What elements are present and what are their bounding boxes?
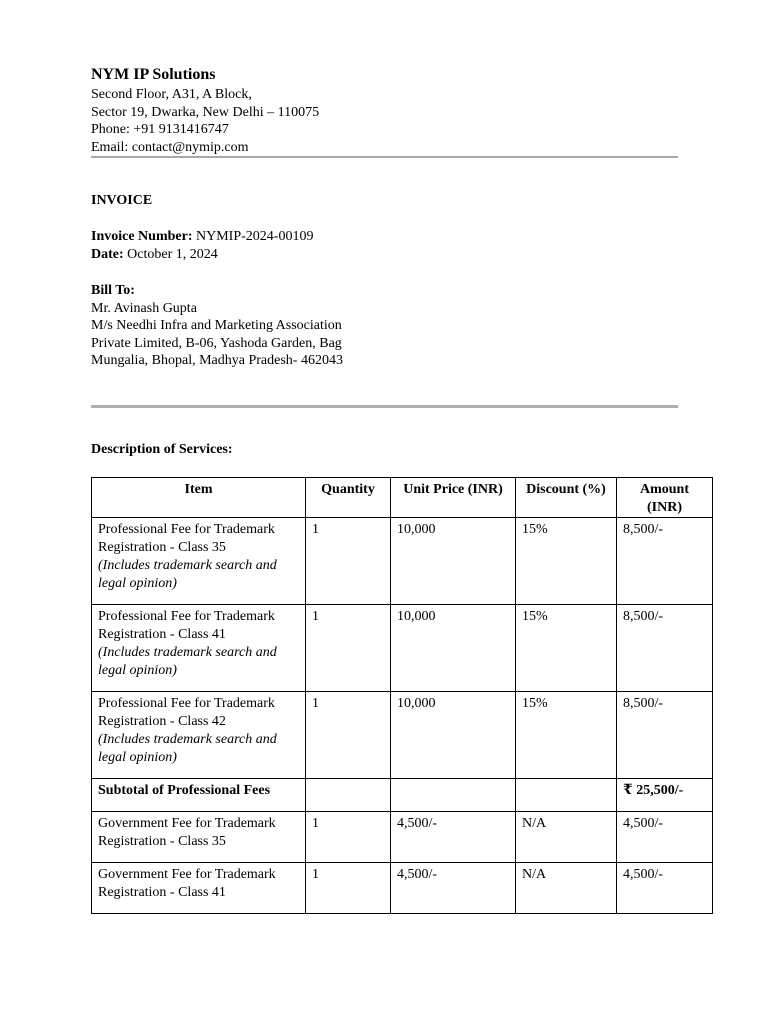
- item-cell: [92, 605, 306, 692]
- empty-cell: [391, 779, 516, 812]
- item-line: Government Fee for Trademark: [98, 867, 276, 882]
- subtotal-label: Subtotal of Professional Fees: [92, 779, 306, 812]
- item-note: (Includes trademark search and legal opinion): [98, 645, 277, 678]
- quantity-cell: 1: [306, 518, 391, 605]
- amount-cell: 4,500/-: [617, 812, 713, 863]
- unit-price-cell: 4,500/-: [391, 812, 516, 863]
- services-table: [91, 477, 713, 914]
- item-line: Government Fee for Trademark: [98, 816, 276, 831]
- table-header-row: [92, 478, 713, 518]
- item-line: Registration - Class 41: [98, 627, 226, 642]
- quantity-cell: 1: [306, 605, 391, 692]
- company-phone: Phone: +91 9131416747: [91, 122, 229, 137]
- bill-to-line: Mungalia, Bhopal, Madhya Pradesh- 462043: [91, 353, 343, 368]
- invoice-meta: [91, 228, 313, 263]
- table-row: [92, 518, 713, 605]
- invoice-number-value: NYMIP-2024-00109: [196, 229, 314, 244]
- address-line-1: Second Floor, A31, A Block,: [91, 87, 252, 102]
- empty-cell: [306, 779, 391, 812]
- item-line: Professional Fee for Trademark: [98, 522, 275, 537]
- bill-to-line: M/s Needhi Infra and Marketing Association: [91, 318, 342, 333]
- bill-to-line: Mr. Avinash Gupta: [91, 300, 197, 316]
- invoice-number-label: Invoice Number:: [91, 229, 193, 244]
- item-line: Registration - Class 35: [98, 834, 226, 849]
- amount-cell: 8,500/-: [617, 692, 713, 779]
- unit-price-cell: 10,000: [391, 518, 516, 605]
- header-divider: [91, 156, 678, 158]
- invoice-date-label: Date:: [91, 246, 124, 262]
- quantity-cell: 1: [306, 692, 391, 779]
- item-line: Professional Fee for Trademark: [98, 696, 275, 711]
- item-line: Registration - Class 42: [98, 714, 226, 729]
- header-unit-price: Unit Price (INR): [391, 478, 516, 518]
- discount-cell: N/A: [516, 812, 617, 863]
- invoice-date-value: October 1, 2024: [127, 246, 218, 262]
- table-row: [92, 605, 713, 692]
- table-row: [92, 863, 713, 914]
- header-quantity: Quantity: [306, 478, 391, 518]
- invoice-title: INVOICE: [91, 193, 153, 208]
- table-row: [92, 812, 713, 863]
- section-divider: [91, 405, 678, 408]
- unit-price-cell: 4,500/-: [391, 863, 516, 914]
- header-discount: Discount (%): [516, 478, 617, 518]
- company-name: NYM IP Solutions: [91, 66, 216, 83]
- discount-cell: 15%: [516, 518, 617, 605]
- item-note: (Includes trademark search and legal opinion): [98, 558, 277, 591]
- company-address: [91, 86, 319, 156]
- bill-to: [91, 282, 343, 370]
- header-amount: Amount (INR): [617, 478, 713, 518]
- unit-price-cell: 10,000: [391, 605, 516, 692]
- discount-cell: N/A: [516, 863, 617, 914]
- discount-cell: 15%: [516, 605, 617, 692]
- subtotal-row: [92, 779, 713, 812]
- header-item: Item: [92, 478, 306, 518]
- amount-cell: 4,500/-: [617, 863, 713, 914]
- amount-cell: 8,500/-: [617, 605, 713, 692]
- discount-cell: 15%: [516, 692, 617, 779]
- invoice-number: [91, 228, 313, 246]
- empty-cell: [516, 779, 617, 812]
- item-line: Registration - Class 41: [98, 885, 226, 900]
- address-line-2: Sector 19, Dwarka, New Delhi – 110075: [91, 104, 320, 120]
- item-line: Professional Fee for Trademark: [98, 609, 275, 624]
- item-note: (Includes trademark search and legal opinion): [98, 732, 277, 765]
- unit-price-cell: 10,000: [391, 692, 516, 779]
- bill-to-label: Bill To:: [91, 283, 135, 298]
- subtotal-amount: ₹ 25,500/-: [617, 779, 713, 812]
- item-cell: [92, 863, 306, 914]
- item-cell: [92, 812, 306, 863]
- amount-cell: 8,500/-: [617, 518, 713, 605]
- item-line: Registration - Class 35: [98, 540, 226, 555]
- item-cell: [92, 692, 306, 779]
- quantity-cell: 1: [306, 812, 391, 863]
- invoice-date: [91, 246, 313, 264]
- item-cell: [92, 518, 306, 605]
- company-email: Email: contact@nymip.com: [91, 139, 249, 155]
- bill-to-line: Private Limited, B-06, Yashoda Garden, Bag: [91, 335, 342, 351]
- quantity-cell: 1: [306, 863, 391, 914]
- services-title: Description of Services:: [91, 442, 233, 457]
- table-row: [92, 692, 713, 779]
